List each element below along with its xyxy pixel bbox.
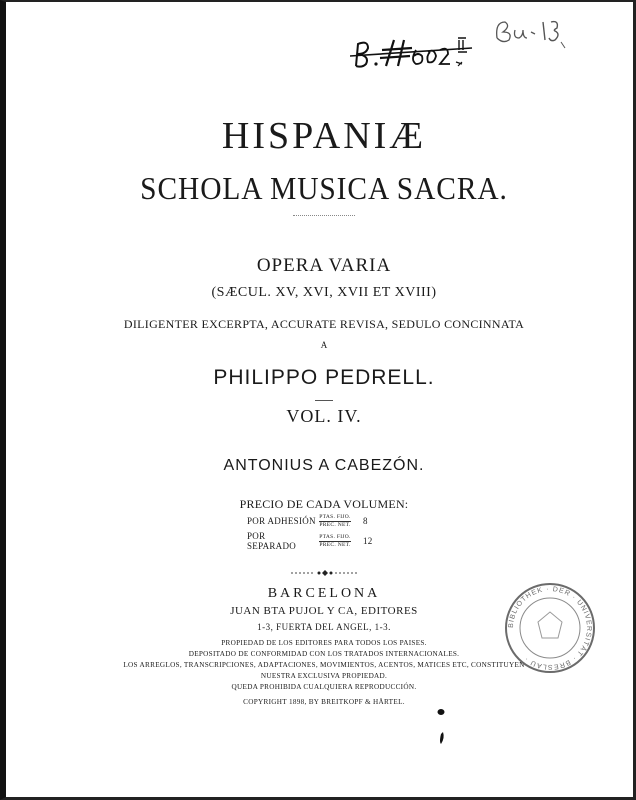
price-label: POR ADHESIÓN: [247, 516, 316, 526]
rights-line: DEPOSITADO DE CONFORMIDAD CON LOS TRATADOS INTERNACIONALES.: [188, 650, 460, 658]
rights-line: QUEDA PROHIBIDA CUALQUIERA REPRODUCCIÓN.: [231, 683, 417, 691]
dotted-divider: [293, 215, 355, 216]
title-line-1: HISPANIÆ: [221, 115, 427, 157]
price-label: POR SEPARADO: [247, 531, 297, 551]
ornament-divider: [289, 568, 361, 578]
volume-number: VOL. IV.: [286, 406, 362, 426]
crossed-shelfmark-handwriting: [350, 30, 475, 72]
price-table: [247, 511, 373, 551]
price-heading: PRECIO DE CADA VOLUMEN:: [239, 497, 409, 511]
price-value: 12: [363, 536, 373, 546]
price-fraction: $\frac{\text{PTAS. FIJO.}}{\text{PREC. NET.}}$: [319, 514, 351, 528]
price-value: 8: [363, 516, 368, 526]
rights-line: LOS ARREGLOS, TRANSCRIPCIONES, ADAPTACIONES, MOVIMIENTOS, ACENTOS, MATICES ETC, CONSTITUYEN: [123, 661, 525, 669]
rights-line: PROPIEDAD DE LOS EDITORES PARA TODOS LOS PAISES.: [221, 639, 427, 647]
price-row-separado: [247, 531, 373, 551]
composer-name: ANTONIUS A CABEZÓN.: [223, 457, 425, 474]
svg-text:BIBLIOTHEK · DER · UNIVERSITÄT: BIBLIOTHEK · DER · UNIVERSITÄT · BRESLAU ·: [507, 585, 593, 671]
pencil-shelfmark-handwriting: [491, 14, 571, 50]
price-fraction: $\frac{\text{PTAS. FIJO.}}{\text{PREC. NET.}}$: [319, 534, 351, 548]
short-divider: [315, 400, 333, 401]
editor-name: PHILIPPO PEDRELL.: [213, 366, 435, 389]
library-stamp-seal: [502, 580, 598, 676]
price-row-adhesion: [247, 511, 373, 531]
imprint-city: BARCELONA: [267, 586, 381, 601]
imprint-address: 1-3, FUERTA DEL ANGEL, 1-3.: [257, 622, 391, 632]
imprint-publisher: JUAN BTA PUJOL Y CA, EDITORES: [230, 605, 418, 617]
title-line-2: SCHOLA MUSICA SACRA.: [140, 170, 508, 206]
rights-line: NUESTRA EXCLUSIVA PROPIEDAD.: [260, 672, 388, 680]
copyright-line: COPYRIGHT 1898, BY BREITKOPF & HÄRTEL.: [243, 698, 405, 706]
diligenter-line: DILIGENTER EXCERPTA, ACCURATE REVISA, SEDULO CONCINNATA: [123, 317, 525, 331]
opera-varia-heading: OPERA VARIA: [256, 255, 392, 276]
century-range: (SÆCUL. XV, XVI, XVII ET XVIII): [211, 285, 437, 300]
ink-specks: [431, 702, 451, 752]
preposition-a: A: [320, 340, 328, 350]
